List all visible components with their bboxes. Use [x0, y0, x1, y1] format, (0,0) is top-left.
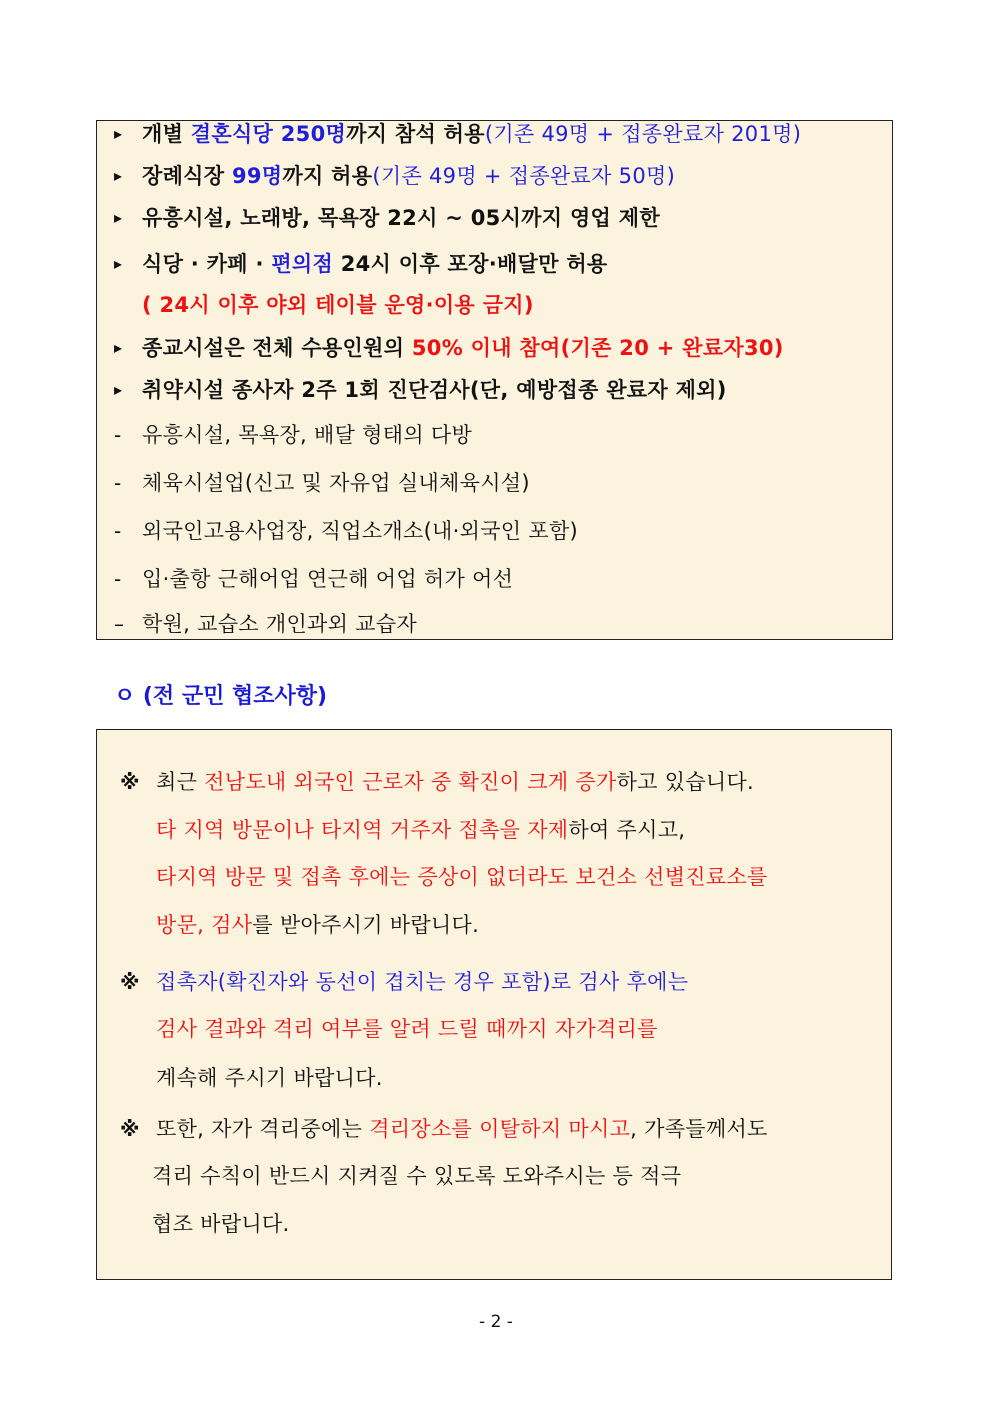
text-segment: 개별	[142, 122, 191, 146]
cooperation-box	[96, 729, 892, 1280]
text-segment: 99명	[231, 164, 283, 188]
text-segment: 체육시설업(신고 및 자유업 실내체육시설)	[142, 471, 530, 495]
bullet-triangle-icon: ▸	[114, 380, 123, 399]
page-number: - 2 -	[479, 1312, 513, 1332]
text-line	[142, 565, 513, 593]
text-segment: 하여 주시고,	[568, 818, 686, 842]
text-line	[142, 291, 534, 319]
bullet-triangle-icon: ▸	[114, 208, 123, 227]
section-title: ㅇ (전 군민 협조사항)	[114, 684, 328, 709]
text-segment: 방문, 검사	[156, 913, 253, 937]
text-segment: 식당 · 카페 ·	[142, 252, 272, 276]
text-segment: (기존 49명 + 접종완료자 201명)	[484, 122, 802, 146]
text-line	[142, 120, 801, 148]
text-line	[156, 1064, 383, 1092]
text-line	[142, 204, 660, 232]
text-segment: 격리 수칙이 반드시 지켜질 수 있도록 도와주시는 등 적극	[152, 1164, 682, 1188]
text-segment: 타 지역 방문이나 타지역 거주자 접촉을 자제	[156, 818, 569, 842]
dash-marker: -	[114, 567, 122, 591]
bullet-triangle-icon: ▸	[114, 166, 123, 185]
reference-mark-icon: ※	[120, 770, 140, 794]
text-segment: 장례식장	[142, 164, 232, 188]
text-line	[156, 911, 479, 939]
text-segment: 계속해 주시기 바랍니다.	[156, 1066, 383, 1090]
text-segment: 결혼식당 250명	[190, 122, 347, 146]
text-segment: ( 24시 이후 야외 테이블 운영·이용 금지)	[142, 293, 534, 317]
text-segment: 검사 결과와 격리 여부를 알려 드릴 때까지 자가격리를	[156, 1017, 658, 1041]
text-line	[142, 334, 784, 362]
text-line	[152, 1210, 289, 1238]
text-segment: 하고 있습니다.	[616, 770, 755, 794]
dash-marker: –	[114, 612, 124, 636]
text-segment: 타지역 방문 및 접촉 후에는 증상이 없더라도 보건소 선별진료소를	[156, 865, 768, 889]
dash-marker: -	[114, 423, 122, 447]
text-line	[156, 768, 754, 796]
text-line	[152, 1162, 681, 1190]
text-segment: 50% 이내 참여(기존 20 + 완료자30)	[411, 336, 784, 360]
text-segment: 24시 이후 포장·배달만 허용	[333, 252, 608, 276]
text-line	[156, 1015, 658, 1043]
text-segment: 취약시설 종사자 2주 1회 진단검사(단, 예방접종 완료자 제외)	[142, 378, 727, 402]
dash-marker: -	[114, 519, 122, 543]
bullet-triangle-icon: ▸	[114, 124, 123, 143]
text-segment: 유흥시설, 목욕장, 배달 형태의 다방	[142, 423, 473, 447]
text-segment: 또한, 자가 격리중에는	[156, 1117, 370, 1141]
text-line	[156, 968, 688, 996]
text-segment: 까지 허용	[282, 164, 373, 188]
bullet-triangle-icon: ▸	[114, 338, 123, 357]
text-line	[142, 421, 472, 449]
text-segment: 전남도내 외국인 근로자 중 확진이 크게 증가	[204, 770, 617, 794]
reference-mark-icon: ※	[120, 970, 140, 994]
text-line	[142, 469, 530, 497]
text-segment: 유흥시설, 노래방, 목욕장 22시 ~ 05시까지 영업 제한	[142, 206, 660, 230]
text-line	[142, 517, 578, 545]
text-line	[142, 162, 675, 190]
text-segment: 학원, 교습소 개인과외 교습자	[142, 612, 417, 636]
text-segment: 입·출항 근해어업 연근해 어업 허가 어선	[142, 567, 514, 591]
text-segment: 편의점	[271, 252, 334, 276]
text-line	[156, 1115, 768, 1143]
reference-mark-icon: ※	[120, 1117, 140, 1141]
text-line	[142, 610, 417, 638]
text-line	[142, 250, 608, 278]
text-segment: 접촉자(확진자와 동선이 겹치는 경우 포함)로 검사 후에는	[156, 970, 689, 994]
bullet-triangle-icon: ▸	[114, 254, 123, 273]
dash-marker: -	[114, 471, 122, 495]
text-segment: 까지 참석 허용	[346, 122, 485, 146]
text-line	[156, 863, 768, 891]
text-segment: 최근	[156, 770, 205, 794]
text-segment: 외국인고용사업장, 직업소개소(내·외국인 포함)	[142, 519, 579, 543]
text-segment: 를 받아주시기 바랍니다.	[252, 913, 480, 937]
text-line	[156, 816, 685, 844]
text-segment: 종교시설은 전체 수용인원의	[142, 336, 412, 360]
text-line	[142, 376, 727, 404]
text-segment: 격리장소를 이탈하지 마시고	[369, 1117, 631, 1141]
text-segment: 협조 바랍니다.	[152, 1212, 290, 1236]
text-segment: (기존 49명 + 접종완료자 50명)	[372, 164, 676, 188]
text-segment: , 가족들께서도	[630, 1117, 768, 1141]
